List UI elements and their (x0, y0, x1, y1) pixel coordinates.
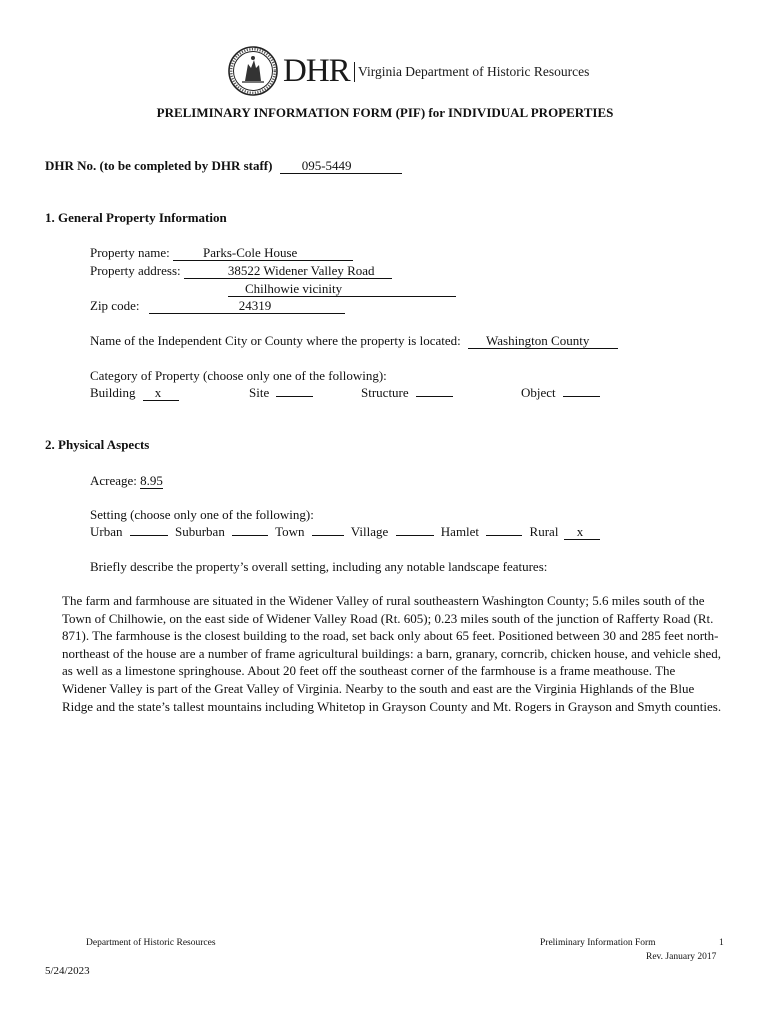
setting-hamlet-label: Hamlet (440, 524, 480, 539)
setting-suburban-field[interactable] (232, 535, 268, 536)
footer-form-name: Preliminary Information Form (540, 938, 656, 948)
setting-options-row (90, 523, 600, 541)
category-building-field[interactable]: x (143, 386, 179, 401)
section-1-heading: 1. General Property Information (45, 210, 227, 225)
category-building-label: Building (90, 385, 136, 400)
footer-page-number: 1 (719, 938, 724, 948)
section-2-heading: 2. Physical Aspects (45, 437, 150, 452)
category-site (249, 384, 313, 402)
category-structure-field[interactable] (416, 396, 453, 397)
category-structure-label: Structure (361, 385, 409, 400)
print-date: 5/24/2023 (45, 965, 90, 977)
property-name-label: Property name: (90, 245, 170, 260)
setting-hamlet-field[interactable] (486, 535, 522, 536)
setting-rural-label: Rural (529, 524, 559, 539)
category-object-field[interactable] (563, 396, 600, 397)
zip-code-label: Zip code: (90, 298, 140, 313)
setting-suburban-label: Suburban (175, 524, 225, 539)
dhr-number-label: DHR No. (to be completed by DHR staff) (45, 158, 273, 173)
acreage-row (90, 472, 163, 490)
setting-town-field[interactable] (312, 535, 344, 536)
acreage-field[interactable]: 8.95 (140, 473, 163, 488)
property-address-line1-field[interactable]: 38522 Widener Valley Road (184, 264, 392, 279)
virginia-seal-logo (228, 46, 278, 96)
property-address-row (90, 262, 392, 280)
acreage-label: Acreage: (90, 473, 137, 488)
dhr-number-field[interactable]: 095-5449 (280, 159, 402, 174)
setting-prompt: Setting (choose only one of the following): (90, 507, 314, 522)
setting-town-label: Town (275, 524, 305, 539)
property-address-line2-row (228, 280, 456, 298)
property-address-line2-field[interactable]: Chilhowie vicinity (228, 282, 456, 297)
setting-urban-field[interactable] (130, 535, 168, 536)
category-structure (361, 384, 453, 402)
property-name-field[interactable]: Parks-Cole House (173, 246, 353, 261)
footer-revision: Rev. January 2017 (646, 952, 717, 962)
zip-code-field[interactable]: 24319 (149, 299, 345, 314)
footer-department: Department of Historic Resources (86, 938, 216, 948)
category-prompt: Category of Property (choose only one of the following): (90, 368, 387, 383)
property-address-label: Property address: (90, 263, 181, 278)
category-site-label: Site (249, 385, 270, 400)
setting-rural-field[interactable]: x (564, 525, 600, 540)
organization-name: Virginia Department of Historic Resources (358, 64, 590, 79)
category-site-field[interactable] (276, 396, 313, 397)
category-object-label: Object (521, 385, 556, 400)
setting-village-label: Village (350, 524, 389, 539)
form-title: PRELIMINARY INFORMATION FORM (PIF) for INDIVIDUAL PROPERTIES (156, 105, 614, 120)
city-county-row (90, 332, 618, 350)
setting-description-text[interactable]: The farm and farmhouse are situated in the Widener Valley of rural southeastern Washington County; 5.6 miles south of the Town of Chilhowie, on the east side of Widener Valley Road (Rt. 605); 0.23 miles south of the junction of Rafferty Road (Rt. 871). The farmhouse is the closest building to the road, set back only about 65 feet. Positioned between 30 and 285 feet north-northeast of the house are a number of frame agricultural buildings: a barn, granary, corncrib, chicken house, and vehicle shed, as well as a limestone springhouse. About 20 feet off the southeast corner of the farmhouse is a frame meathouse. The Widener Valley is part of the Great Valley of Virginia. Nearby to the south and east are the Virginia Highlands of the Blue Ridge and the state’s tallest mountains including Whitetop in Grayson County and Mt. Rogers in Grayson and Smyth counties. (62, 593, 722, 714)
dhr-number-row (45, 157, 402, 175)
setting-village-field[interactable] (396, 535, 434, 536)
describe-setting-prompt: Briefly describe the property’s overall setting, including any notable landscape features: (90, 559, 548, 574)
zip-code-row (90, 297, 345, 315)
category-object (521, 384, 600, 402)
city-county-label: Name of the Independent City or County where the property is located: (90, 333, 461, 348)
property-name-row (90, 244, 353, 262)
header-divider (354, 62, 355, 82)
category-building (90, 384, 179, 402)
city-county-field[interactable]: Washington County (468, 334, 618, 349)
dhr-wordmark: DHR (283, 53, 350, 89)
setting-urban-label: Urban (90, 524, 123, 539)
